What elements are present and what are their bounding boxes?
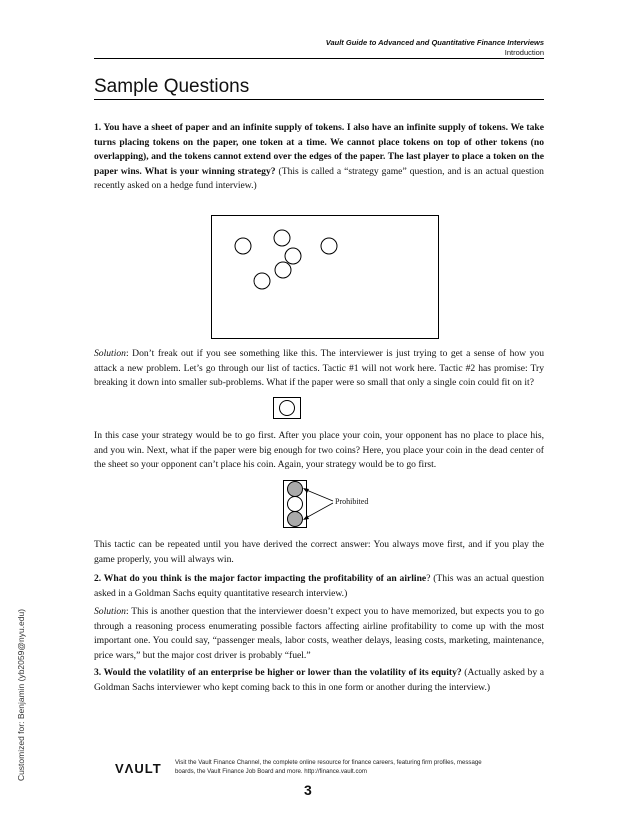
tokens-on-paper-figure [211,215,439,339]
single-coin-figure [273,397,301,419]
question-3-note: (Actually asked by a Goldman Sachs interviewer who kept coming back to this in one form or another during the interview.) [94,667,544,693]
token [288,482,303,497]
token [275,262,291,278]
two-coin-figure [283,480,383,528]
arrowhead [303,488,309,493]
question-3 [94,666,544,695]
solution-2 [94,605,544,663]
arrowhead [303,515,309,520]
customized-for-text: Customized for: Benjamin (yb2059@nyu.edu) [16,608,26,782]
solution-2-text: : This is another question that the interviewer doesn’t expect you to have memorized, but expects you to go through a reasoning process enumerating possible factors affecting airline profitability to come up with the most important one. You could say, “passenger meals, labor costs, weather delays, leasing costs, marketing, maintenance, price wars,” but the major cost driver is probably “fuel.” [94,606,544,661]
section-title: Sample Questions [94,76,250,97]
question-2-note: ? (This was an actual question asked in a Goldman Sachs equity quantitative research interview.) [94,573,544,599]
footer-text: Visit the Vault Finance Channel, the complete online resource for finance careers, featuring firm profiles, message boards, the Vault Finance Job Board and more. http://finance.vault.com [175,759,482,775]
solution-label: Solution [94,606,126,617]
question-3-bold: 3. Would the volatility of an enterprise be higher or lower than the volatility of its equity? [94,667,462,678]
prohibited-label: Prohibited [335,497,369,506]
token [288,512,303,527]
page-number: 3 [304,782,312,798]
running-header-subtitle: Introduction [504,48,544,57]
solution-label: Solution [94,348,126,359]
question-2 [94,572,544,601]
paragraph-tactic: This tactic can be repeated until you have derived the correct answer: You always move first, and if you play the game properly, you will always win. [94,539,544,565]
vault-logo: VΛULT [115,761,162,776]
solution-1 [94,347,544,391]
paragraph-case: In this case your strategy would be to go first. After you place your coin, your opponent has no place to place his, and you win. Next, what if the paper were big enough for two coins? Here, you place your coin in the dead center of the sheet so your opponent can’t place his coin. Again, your strategy would be to go first. [94,430,544,470]
question-1 [94,121,544,194]
token [280,401,295,416]
question-1-note: (This is called a “strategy game” question, and is an actual question recently asked on a hedge fund interview.) [94,165,544,191]
token [285,248,301,264]
arrow [304,489,333,501]
token [254,273,270,289]
token [321,238,337,254]
token [288,497,303,512]
question-2-bold: 2. What do you think is the major factor impacting the profitability of an airline [94,573,427,584]
arrow [304,503,333,519]
token [235,238,251,254]
tokens-drawing [212,216,440,340]
header-rule [94,58,544,59]
token [274,230,290,246]
running-header-title: Vault Guide to Advanced and Quantitative Finance Interviews [325,38,544,47]
question-1-bold: 1. You have a sheet of paper and an infinite supply of tokens. I also have an infinite supply of tokens. We take turns placing tokens on the paper, one token at a time. We cannot place tokens on top of other tokens (no overlapping), and the tokens cannot extend over the edges of the paper. The last player to place a token on the paper wins. What is your winning strategy? [94,122,544,177]
customized-for-sidebar [14,580,28,810]
solution-1-text: : Don’t freak out if you see something like this. The interviewer is just trying to get a sense of how you attack a new problem. Let’s go through our list of tactics. Tactic #1 will not work here. Tactic #2 has promise: Try breaking it down into smaller sub-problems. What if the paper were so small that only a single coin could fit on it? [94,348,544,388]
section-rule [94,99,544,100]
